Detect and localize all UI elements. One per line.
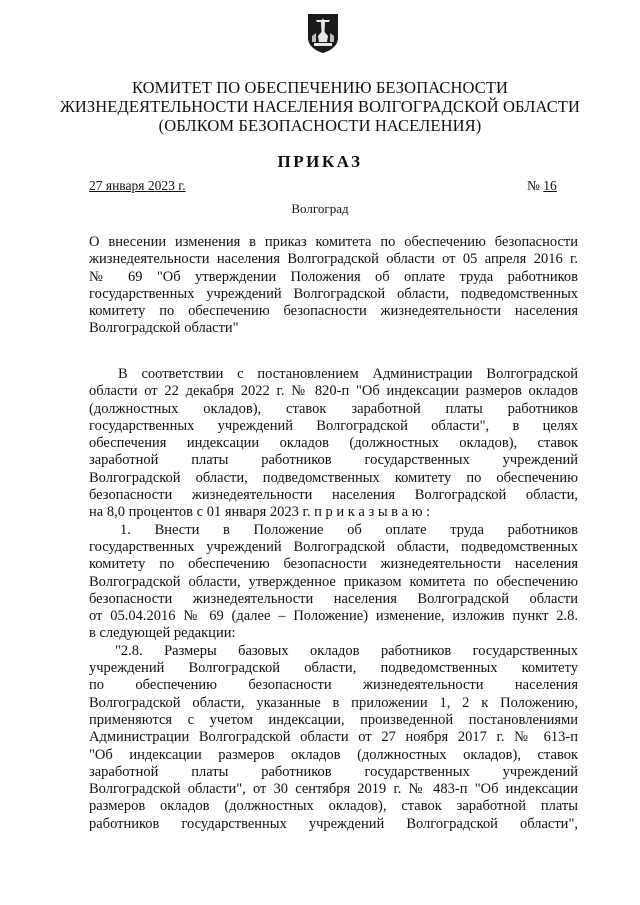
body-line: государственных учреждений Волгоградской области, подведомственных <box>89 538 578 555</box>
title-line: Волгоградской области" <box>89 320 239 337</box>
organization-name <box>60 78 580 135</box>
org-line-2: ЖИЗНЕДЕЯТЕЛЬНОСТИ НАСЕЛЕНИЯ ВОЛГОГРАДСКОЙ ОБЛАСТИ <box>60 97 581 116</box>
body-line: размеров окладов (должностных окладов), ставок заработной платы <box>89 798 578 815</box>
body-line: заработной платы работников государственных учреждений <box>89 763 578 780</box>
body-line: В соответствии с постановлением Администрации Волгоградской <box>118 366 578 382</box>
body-line: Волгоградской области, подведомственных комитету по обеспечению <box>89 469 578 486</box>
title-line: жизнедеятельности населения Волгоградской области от 05 апреля 2016 г. <box>89 251 578 268</box>
body-line: Волгоградской области, утвержденное приказом комитета по обеспечению <box>89 573 578 590</box>
body-line: обеспечения индексации окладов (должностных окладов), ставок <box>89 435 578 452</box>
title-line: № 69 "Об утверждении Положения об оплате труда работников <box>89 268 578 285</box>
body-line: работников государственных учреждений Волгоградской области", <box>89 815 578 832</box>
title-line: комитету по обеспечению безопасности жизнедеятельности населения <box>89 303 578 320</box>
body-line: применяются с учетом индексации, произведенной постановлениями <box>89 711 578 728</box>
body-line: "Об индексации размеров окладов (должностных окладов), ставок <box>89 746 578 763</box>
title-line: государственных учреждений Волгоградской области, подведомственных <box>89 285 578 302</box>
body-line: 1. Внести в Положение об оплате труда работников <box>120 521 578 538</box>
body-line: в следующей редакции: <box>89 625 236 642</box>
body-line: государственных учреждений Волгоградской области", в целях <box>89 417 578 434</box>
body-line: комитету по обеспечению безопасности жизнедеятельности населения <box>89 556 578 573</box>
body-line: заработной платы работников государственных учреждений <box>89 452 578 469</box>
document-date <box>89 178 186 194</box>
order-body <box>89 366 578 833</box>
org-line-3: (ОБЛКОМ БЕЗОПАСНОСТИ НАСЕЛЕНИЯ) <box>158 116 482 135</box>
coat-of-arms-icon <box>306 12 340 54</box>
body-line: области от 22 декабря 2022 г. № 820-п "Об индексации размеров окладов <box>89 383 578 400</box>
body-line: Администрации Волгоградской области от 27 ноября 2017 г. № 613-п <box>89 729 578 746</box>
date-value: 27 января 2023 г. <box>89 178 186 193</box>
body-line: безопасности жизнедеятельности населения Волгоградской области <box>89 590 578 607</box>
document-city: Волгоград <box>291 201 349 216</box>
org-line-1: КОМИТЕТ ПО ОБЕСПЕЧЕНИЮ БЕЗОПАСНОСТИ <box>131 78 509 97</box>
body-line: Волгоградской области, указанные в приложении 1, 2 к Положению, <box>89 694 578 711</box>
body-line: Волгоградской области", от 30 сентября 2019 г. № 483-п "Об индексации <box>89 781 578 798</box>
body-line: по обеспечению безопасности жизнедеятельности населения <box>89 677 578 694</box>
body-line: "2.8. Размеры базовых окладов работников государственных <box>115 642 578 659</box>
number-prefix: № <box>527 178 540 193</box>
body-line: безопасности жизнедеятельности населения Волгоградской области, <box>89 487 578 504</box>
order-title <box>89 234 578 338</box>
body-line: (должностных окладов), ставок заработной платы работников <box>89 400 578 417</box>
body-line: на 8,0 процентов с 01 января 2023 г. п р и к а з ы в а ю : <box>89 504 431 521</box>
number-value: 16 <box>543 178 557 193</box>
body-line: учреждений Волгоградской области, подведомственных комитету <box>89 660 578 677</box>
body-line: от 05.04.2016 № 69 (далее – Положение) изменение, изложив пункт 2.8. <box>89 608 578 625</box>
document-type: ПРИКАЗ <box>277 152 363 171</box>
title-line: О внесении изменения в приказ комитета по обеспечению безопасности <box>89 234 578 250</box>
document-number <box>527 178 557 194</box>
